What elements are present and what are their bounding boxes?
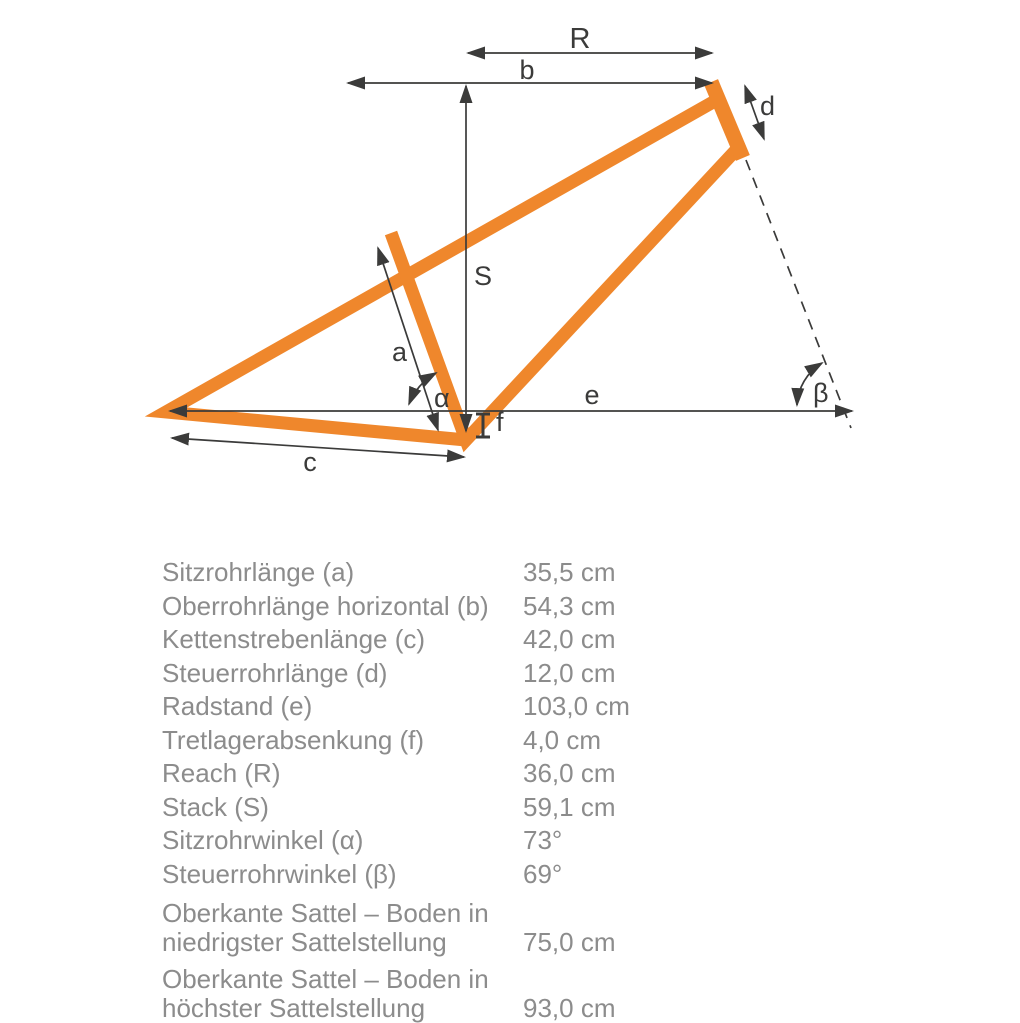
head-angle-label: β — [813, 378, 829, 408]
row-value: 36,0 cm — [523, 758, 616, 788]
table-row — [162, 858, 902, 892]
bb-drop-label: f — [496, 407, 504, 437]
table-row — [162, 899, 902, 957]
head-tube-label: d — [760, 91, 776, 121]
top-tube-label: b — [519, 55, 535, 85]
geometry-table — [162, 556, 902, 1023]
table-row — [162, 657, 902, 691]
row-value: 75,0 cm — [523, 927, 616, 957]
stack-label: S — [474, 261, 493, 291]
row-label: Kettenstrebenlänge (c) — [162, 624, 426, 654]
head-tube — [714, 89, 740, 151]
chainstay-label: c — [303, 447, 317, 477]
row-value: 93,0 cm — [523, 993, 616, 1023]
table-row — [162, 757, 902, 791]
row-label-line1: Oberkante Sattel – Boden in — [162, 964, 489, 994]
steering-axis-dashed-line — [746, 160, 851, 428]
row-label: Stack (S) — [162, 791, 269, 822]
row-label — [162, 965, 523, 1023]
frame-tubes — [166, 89, 740, 440]
row-value: 12,0 cm — [523, 657, 616, 688]
row-label-line1: Oberkante Sattel – Boden in — [162, 898, 489, 928]
row-label-line2: höchster Sattelstellung — [162, 993, 426, 1023]
row-value: 42,0 cm — [523, 624, 616, 654]
row-label-line2: niedrigster Sattelstellung — [162, 927, 447, 957]
row-label: Sitzrohrlänge (a) — [162, 557, 355, 587]
table-row — [162, 791, 902, 825]
table-row — [162, 690, 902, 724]
row-value: 73° — [523, 825, 563, 855]
table-row — [162, 623, 902, 657]
table-row — [162, 724, 902, 758]
dimension-labels — [303, 23, 828, 477]
row-value: 103,0 cm — [523, 691, 630, 721]
row-value: 59,1 cm — [523, 791, 616, 822]
row-label: Steuerrohrwinkel (β) — [162, 858, 397, 889]
table-row — [162, 965, 902, 1023]
wheelbase-label: e — [584, 380, 600, 410]
row-value: 54,3 cm — [523, 590, 616, 621]
seat-angle-label: α — [434, 383, 450, 413]
table-row — [162, 556, 902, 590]
table-row — [162, 824, 902, 858]
row-label: Oberrohrlänge horizontal (b) — [162, 590, 489, 621]
reach-label: R — [569, 23, 591, 55]
row-label — [162, 899, 523, 957]
table-row — [162, 590, 902, 624]
row-label: Steuerrohrlänge (d) — [162, 657, 388, 688]
row-label: Sitzrohrwinkel (α) — [162, 825, 364, 855]
row-value: 35,5 cm — [523, 557, 616, 587]
row-label: Radstand (e) — [162, 691, 313, 721]
row-label: Tretlagerabsenkung (f) — [162, 724, 425, 755]
row-value: 69° — [523, 858, 563, 889]
row-label: Reach (R) — [162, 758, 281, 788]
seat-angle-arc — [409, 373, 436, 404]
row-value: 4,0 cm — [523, 724, 602, 755]
seat-tube-label: a — [392, 337, 408, 367]
